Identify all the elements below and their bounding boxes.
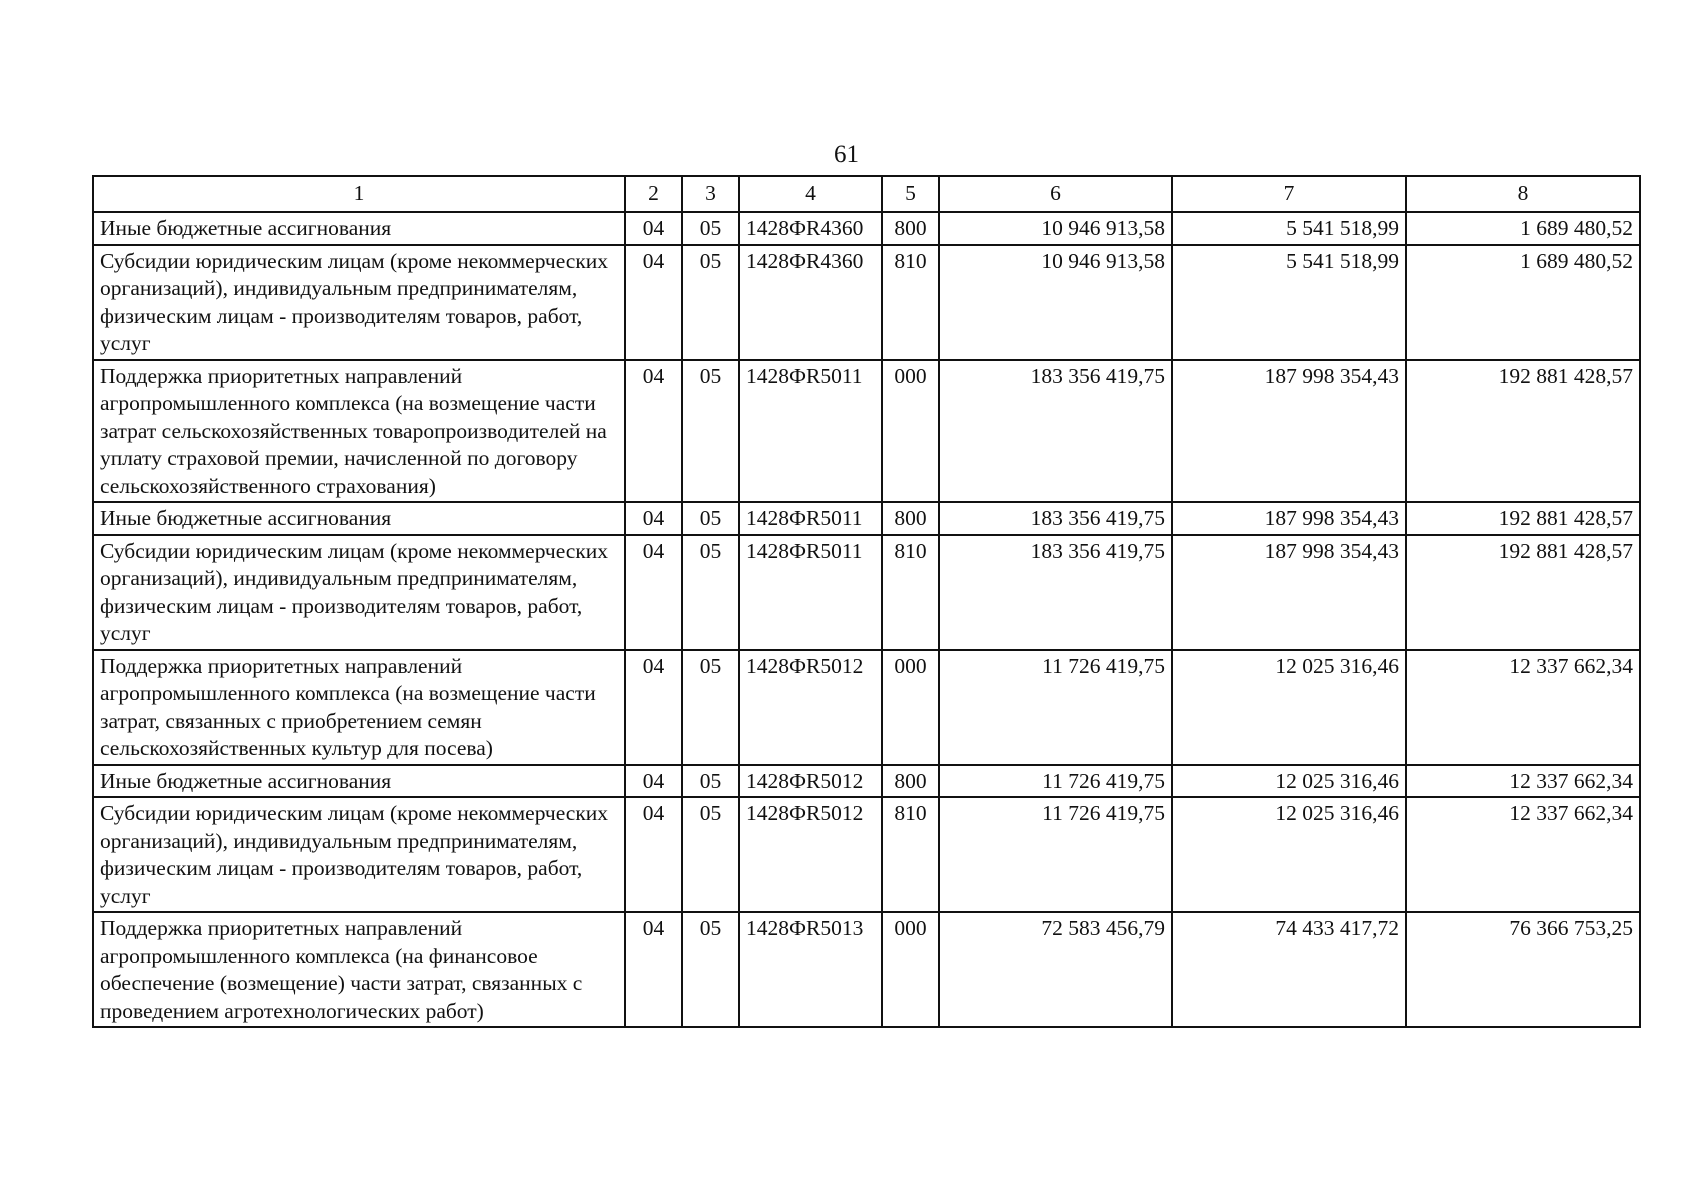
- cell-amount-8: 12 337 662,34: [1406, 650, 1640, 765]
- cell-subsection: 05: [682, 360, 739, 503]
- cell-amount-7: 12 025 316,46: [1172, 797, 1406, 912]
- table-row: [93, 502, 1640, 535]
- cell-section: 04: [625, 765, 682, 798]
- cell-amount-7: 12 025 316,46: [1172, 650, 1406, 765]
- cell-amount-6: 11 726 419,75: [939, 650, 1172, 765]
- cell-section: 04: [625, 502, 682, 535]
- cell-expense-type: 810: [882, 245, 939, 360]
- cell-subsection: 05: [682, 212, 739, 245]
- header-col-6: 6: [939, 176, 1172, 212]
- cell-amount-6: 183 356 419,75: [939, 535, 1172, 650]
- table-row: [93, 650, 1640, 765]
- cell-target-code: 1428ФR5012: [739, 765, 882, 798]
- cell-description: Поддержка приоритетных направлений агропромышленного комплекса (на возмещение части затрат, связанных с приобретением семян сельскохозяйственных культур для посева): [93, 650, 625, 765]
- cell-description: Субсидии юридическим лицам (кроме некоммерческих организаций), индивидуальным предпринимателям, физическим лицам - производителям товаров, работ, услуг: [93, 797, 625, 912]
- header-col-5: 5: [882, 176, 939, 212]
- cell-amount-7: 74 433 417,72: [1172, 912, 1406, 1027]
- cell-amount-7: 187 998 354,43: [1172, 360, 1406, 503]
- table-row: [93, 535, 1640, 650]
- header-col-2: 2: [625, 176, 682, 212]
- table-row: [93, 765, 1640, 798]
- header-col-7: 7: [1172, 176, 1406, 212]
- cell-description: Иные бюджетные ассигнования: [93, 765, 625, 798]
- cell-subsection: 05: [682, 535, 739, 650]
- cell-expense-type: 810: [882, 797, 939, 912]
- cell-subsection: 05: [682, 650, 739, 765]
- cell-subsection: 05: [682, 765, 739, 798]
- cell-amount-7: 5 541 518,99: [1172, 212, 1406, 245]
- cell-amount-7: 12 025 316,46: [1172, 765, 1406, 798]
- cell-amount-7: 187 998 354,43: [1172, 502, 1406, 535]
- cell-section: 04: [625, 650, 682, 765]
- cell-amount-8: 12 337 662,34: [1406, 765, 1640, 798]
- cell-target-code: 1428ФR5013: [739, 912, 882, 1027]
- cell-section: 04: [625, 912, 682, 1027]
- cell-amount-6: 183 356 419,75: [939, 502, 1172, 535]
- cell-target-code: 1428ФR5011: [739, 535, 882, 650]
- cell-expense-type: 000: [882, 650, 939, 765]
- table-body: [93, 212, 1640, 1027]
- cell-amount-8: 76 366 753,25: [1406, 912, 1640, 1027]
- cell-amount-8: 192 881 428,57: [1406, 360, 1640, 503]
- cell-description: Субсидии юридическим лицам (кроме некоммерческих организаций), индивидуальным предпринимателям, физическим лицам - производителям товаров, работ, услуг: [93, 535, 625, 650]
- header-col-8: 8: [1406, 176, 1640, 212]
- table-row: [93, 212, 1640, 245]
- cell-expense-type: 000: [882, 360, 939, 503]
- table-row: [93, 797, 1640, 912]
- cell-target-code: 1428ФR5011: [739, 502, 882, 535]
- cell-amount-6: 72 583 456,79: [939, 912, 1172, 1027]
- cell-target-code: 1428ФR5011: [739, 360, 882, 503]
- cell-description: Субсидии юридическим лицам (кроме некоммерческих организаций), индивидуальным предпринимателям, физическим лицам - производителям товаров, работ, услуг: [93, 245, 625, 360]
- cell-subsection: 05: [682, 797, 739, 912]
- cell-amount-6: 10 946 913,58: [939, 212, 1172, 245]
- header-col-3: 3: [682, 176, 739, 212]
- cell-expense-type: 810: [882, 535, 939, 650]
- cell-amount-8: 192 881 428,57: [1406, 535, 1640, 650]
- header-col-4: 4: [739, 176, 882, 212]
- cell-description: Поддержка приоритетных направлений агропромышленного комплекса (на финансовое обеспечение (возмещение) части затрат, связанных с проведением агротехнологических работ): [93, 912, 625, 1027]
- cell-description: Иные бюджетные ассигнования: [93, 502, 625, 535]
- cell-amount-6: 11 726 419,75: [939, 797, 1172, 912]
- cell-target-code: 1428ФR4360: [739, 245, 882, 360]
- cell-amount-6: 11 726 419,75: [939, 765, 1172, 798]
- cell-subsection: 05: [682, 245, 739, 360]
- table-row: [93, 245, 1640, 360]
- cell-section: 04: [625, 245, 682, 360]
- page-number: 61: [834, 141, 859, 168]
- cell-subsection: 05: [682, 912, 739, 1027]
- cell-amount-7: 187 998 354,43: [1172, 535, 1406, 650]
- cell-amount-8: 192 881 428,57: [1406, 502, 1640, 535]
- cell-expense-type: 800: [882, 765, 939, 798]
- cell-section: 04: [625, 535, 682, 650]
- cell-description: Иные бюджетные ассигнования: [93, 212, 625, 245]
- header-col-1: 1: [93, 176, 625, 212]
- cell-target-code: 1428ФR5012: [739, 797, 882, 912]
- table-row: [93, 912, 1640, 1027]
- cell-amount-7: 5 541 518,99: [1172, 245, 1406, 360]
- cell-section: 04: [625, 797, 682, 912]
- cell-subsection: 05: [682, 502, 739, 535]
- table-row: [93, 360, 1640, 503]
- cell-section: 04: [625, 212, 682, 245]
- cell-target-code: 1428ФR4360: [739, 212, 882, 245]
- cell-description: Поддержка приоритетных направлений агропромышленного комплекса (на возмещение части затрат сельскохозяйственных товаропроизводителей на уплату страховой премии, начисленной по договору сельскохозяйственного страхования): [93, 360, 625, 503]
- cell-amount-6: 183 356 419,75: [939, 360, 1172, 503]
- cell-target-code: 1428ФR5012: [739, 650, 882, 765]
- cell-amount-6: 10 946 913,58: [939, 245, 1172, 360]
- cell-section: 04: [625, 360, 682, 503]
- cell-amount-8: 12 337 662,34: [1406, 797, 1640, 912]
- cell-amount-8: 1 689 480,52: [1406, 212, 1640, 245]
- cell-expense-type: 800: [882, 502, 939, 535]
- cell-expense-type: 000: [882, 912, 939, 1027]
- budget-table: [92, 175, 1641, 1028]
- cell-expense-type: 800: [882, 212, 939, 245]
- header-row: [93, 176, 1640, 212]
- cell-amount-8: 1 689 480,52: [1406, 245, 1640, 360]
- table-header: [93, 176, 1640, 212]
